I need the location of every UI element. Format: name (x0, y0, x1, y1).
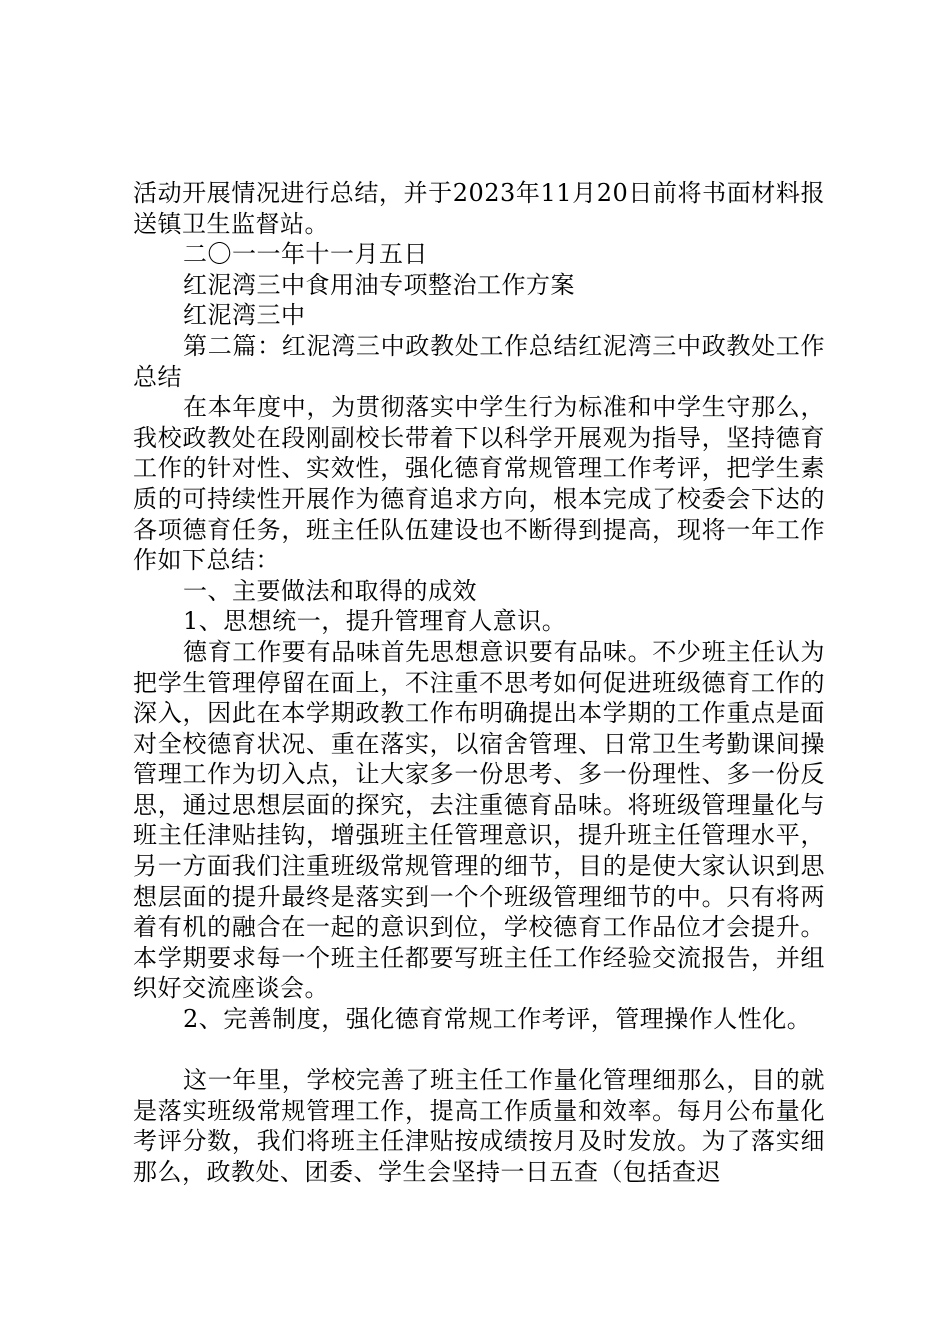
paragraph-intro: 在本年度中，为贯彻落实中学生行为标准和中学生守那么，我校政教处在段刚副校长带着下以科学开展观为指导，坚持德育工作的针对性、实效性，强化德育常规管理工作考评，把学生素质的可持续性开展作为德育追求方向，根本完成了校委会下达的各项德育任务，班主任队伍建设也不断得到提高，现将一年工作作如下总结： (133, 393, 825, 575)
paragraph-item-2: 这一年里，学校完善了班主任工作量化管理细那么，目的就是落实班级常规管理工作，提高工作质量和效率。每月公布量化考评分数，我们将班主任津贴按成绩按月及时发放。为了落实细那么，政教处、团委、学生会坚持一日五查（包括查迟 (133, 1066, 825, 1186)
blank-line (133, 1035, 825, 1066)
section-heading: 第二篇：红泥湾三中政教处工作总结红泥湾三中政教处工作总结 (133, 331, 825, 391)
paragraph-item-1: 德育工作要有品味首先思想意识要有品味。不少班主任认为把学生管理停留在面上，不注重不思考如何促进班级德育工作的深入，因此在本学期政教工作布明确提出本学期的工作重点是面对全校德育状况、重在落实，以宿舍管理、日常卫生考勤课间操管理工作为切入点，让大家多一份思考、多一份理性、多一份反思，通过思想层面的探究，去注重德育品味。将班级管理量化与班主任津贴挂钩，增强班主任管理意识，提升班主任管理水平，另一方面我们注重班级常规管理的细节，目的是使大家认识到思想层面的提升最终是落实到一个个班级管理细节的中。只有将两着有机的融合在一起的意识到位，学校德育工作品位才会提升。本学期要求每一个班主任都要写班主任工作经验交流报告，并组织好交流座谈会。 (133, 637, 825, 1003)
date-line: 二〇一一年十一月五日 (183, 240, 428, 269)
school-name: 红泥湾三中 (183, 301, 306, 330)
paragraph-continuation: 活动开展情况进行总结，并于2023年11月20日前将书面材料报送镇卫生监督站。 (133, 179, 825, 238)
subheading-item-2: 2、完善制度，强化德育常规工作考评，管理操作人性化。 (183, 1005, 812, 1034)
subheading-achievements: 一、主要做法和取得的成效 (183, 576, 477, 605)
plan-title: 红泥湾三中食用油专项整治工作方案 (183, 270, 575, 299)
subheading-item-1: 1、思想统一，提升管理育人意识。 (183, 607, 567, 636)
document-body (133, 178, 825, 1188)
